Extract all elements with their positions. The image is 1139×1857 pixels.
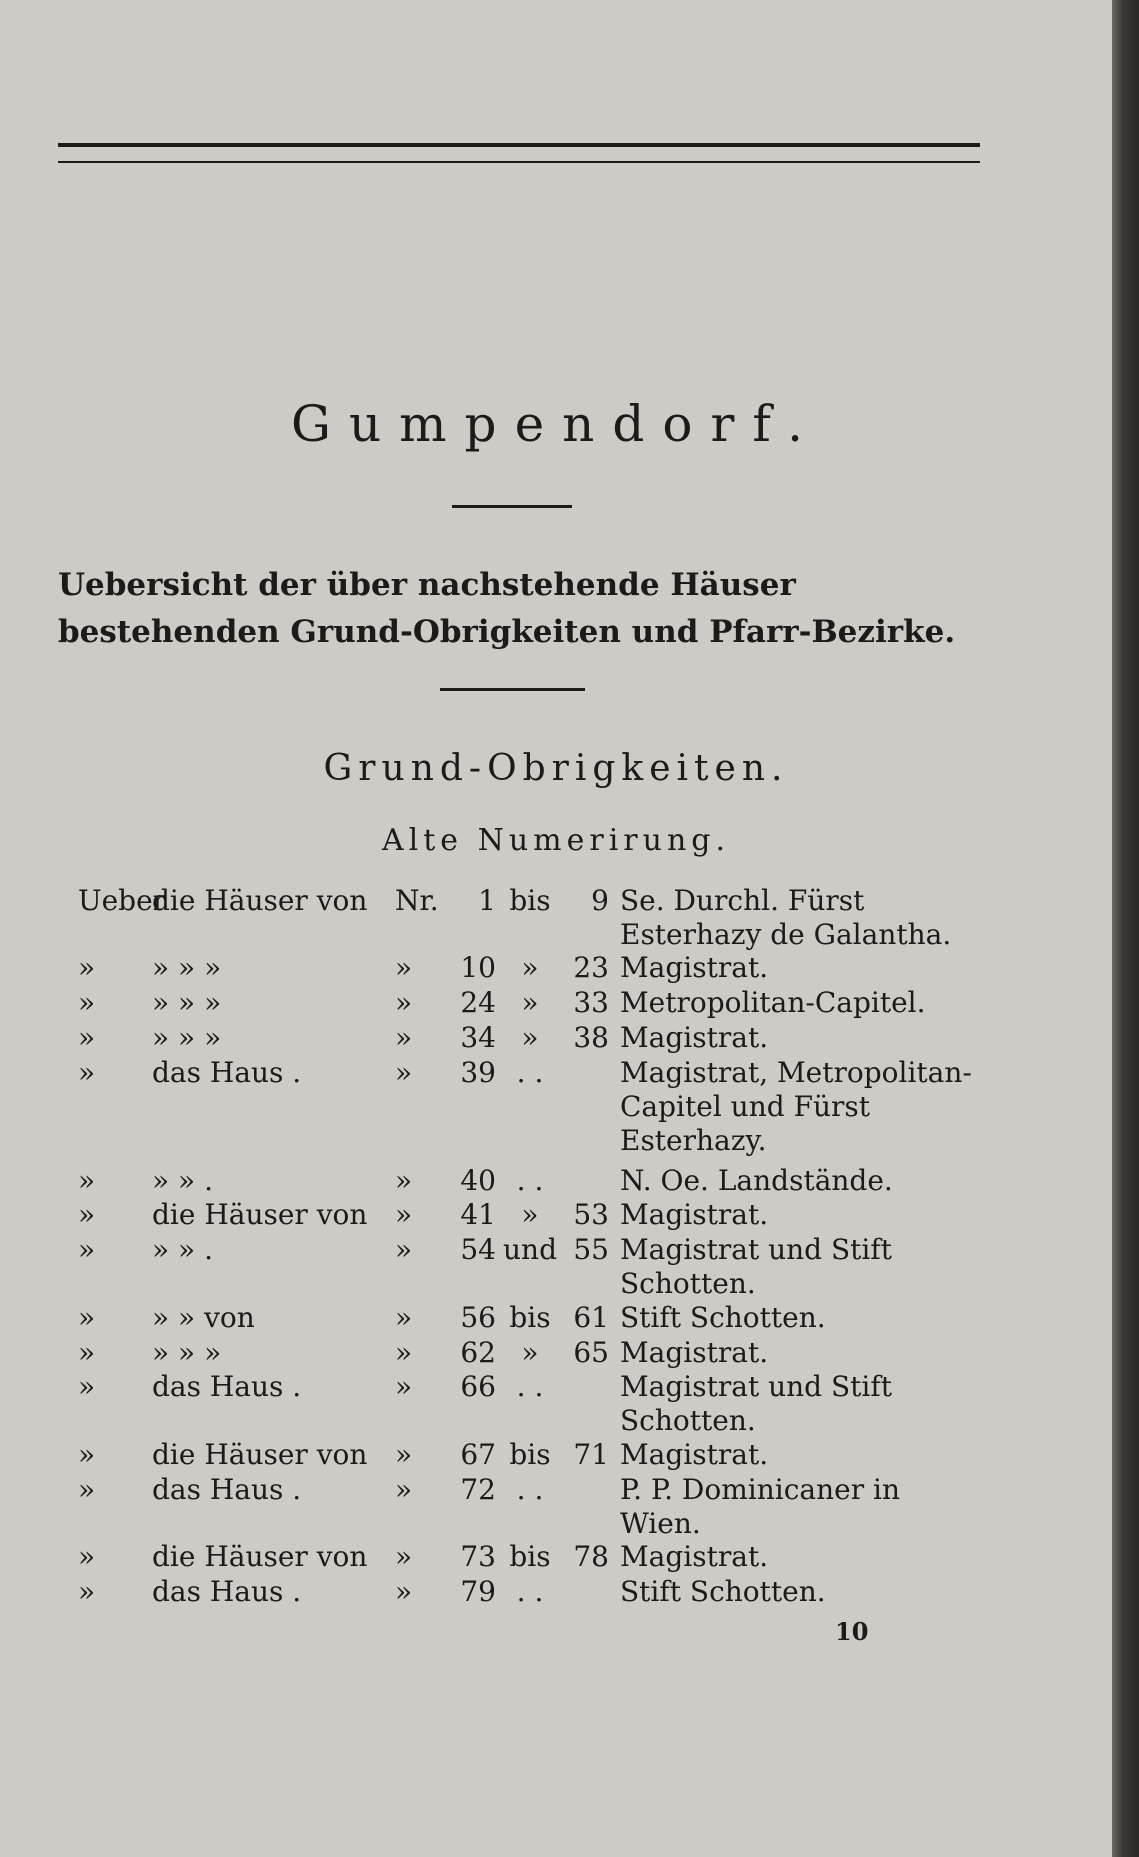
row-number-to: 53 [573,1198,609,1231]
row-number-label: » [395,951,413,984]
row-number-from: 72 [460,1473,496,1506]
row-description: » » » [152,1336,222,1369]
row-owner: Magistrat, Metropolitan-Capitel und Fürst Esterhazy. [620,1056,972,1157]
row-number-label: » [395,1056,413,1089]
row-number-from: 67 [460,1438,496,1471]
row-range-separator: » [521,1198,539,1231]
row-owner: Stift Schotten. [620,1575,826,1608]
row-number-label: » [395,1198,413,1231]
row-range-separator: bis [509,1438,551,1471]
row-description: das Haus . [152,1370,302,1403]
row-owner: Metropolitan-Capitel. [620,986,926,1019]
row-lead-mark: » [78,1336,96,1369]
row-number-label: » [395,1336,413,1369]
row-owner: Magistrat und Stift Schotten. [620,1370,892,1437]
row-lead-mark: » [78,1301,96,1334]
row-owner: Magistrat. [620,1198,769,1231]
row-number-label: » [395,1438,413,1471]
row-number-label: » [395,1164,413,1197]
row-lead-mark: » [78,1021,96,1054]
row-lead-mark: » [78,1370,96,1403]
row-owner: Magistrat. [620,951,769,984]
row-range-separator: . . [516,1370,544,1403]
row-number-from: 73 [460,1540,496,1573]
row-description: » » » [152,951,222,984]
row-description: das Haus . [152,1056,302,1089]
row-description: » » . [152,1233,213,1266]
row-number-to: 71 [573,1438,609,1471]
row-number-from: 24 [460,986,496,1019]
row-number-from: 79 [460,1575,496,1608]
row-range-separator: » [521,986,539,1019]
row-number-to: 33 [573,986,609,1019]
row-number-to: 23 [573,951,609,984]
row-range-separator: und [503,1233,557,1266]
row-number-label: » [395,1233,413,1266]
row-description: die Häuser von [152,884,368,917]
row-number-from: 54 [460,1233,496,1266]
row-number-to: 65 [573,1336,609,1369]
subtitle-divider [440,688,585,691]
page-number: 10 [835,1617,869,1646]
row-lead-mark: » [78,1056,96,1089]
row-description: » » » [152,1021,222,1054]
row-range-separator: . . [516,1575,544,1608]
row-lead-mark: » [78,1438,96,1471]
top-double-rule [58,143,980,163]
section-heading: Grund-Obrigkeiten. [323,748,789,789]
row-number-label: » [395,1301,413,1334]
row-description: die Häuser von [152,1198,368,1231]
row-number-from: 56 [460,1301,496,1334]
row-number-to: 38 [573,1021,609,1054]
page-title: Gumpendorf. [291,395,821,453]
row-number-to: 9 [591,884,609,917]
page-edge [1112,0,1139,1857]
row-number-label: » [395,1021,413,1054]
row-lead-mark: » [78,986,96,1019]
row-owner: Magistrat und Stift Schotten. [620,1233,892,1300]
row-range-separator: bis [509,1540,551,1573]
row-number-from: 62 [460,1336,496,1369]
row-description: » » von [152,1301,255,1334]
row-number-from: 34 [460,1021,496,1054]
row-range-separator: bis [509,1301,551,1334]
row-number-from: 39 [460,1056,496,1089]
row-range-separator: » [521,951,539,984]
row-number-from: 41 [460,1198,496,1231]
row-number-to: 78 [573,1540,609,1573]
row-range-separator: . . [516,1056,544,1089]
row-number-label: Nr. [395,884,439,917]
row-number-from: 1 [478,884,496,917]
row-description: das Haus . [152,1473,302,1506]
row-lead-mark: » [78,1164,96,1197]
row-number-to: 55 [573,1233,609,1266]
row-owner: Magistrat. [620,1336,769,1369]
row-range-separator: bis [509,884,551,917]
row-owner: Se. Durchl. Fürst Esterhazy de Galantha. [620,884,952,951]
row-lead-mark: » [78,1473,96,1506]
row-owner: Stift Schotten. [620,1301,826,1334]
row-range-separator: » [521,1336,539,1369]
row-owner: Magistrat. [620,1438,769,1471]
row-owner: N. Oe. Landstände. [620,1164,893,1197]
row-number-from: 10 [460,951,496,984]
row-range-separator: . . [516,1164,544,1197]
row-owner: P. P. Dominicaner in Wien. [620,1473,900,1540]
row-range-separator: . . [516,1473,544,1506]
row-number-label: » [395,1540,413,1573]
row-lead-mark: » [78,1575,96,1608]
row-description: die Häuser von [152,1540,368,1573]
row-lead-mark: » [78,1198,96,1231]
subsection-heading: Alte Numerirung. [381,823,731,858]
row-number-label: » [395,1370,413,1403]
row-description: das Haus . [152,1575,302,1608]
row-lead-mark: » [78,1233,96,1266]
row-lead-mark: » [78,951,96,984]
row-number-from: 66 [460,1370,496,1403]
row-owner: Magistrat. [620,1021,769,1054]
row-range-separator: » [521,1021,539,1054]
row-number-from: 40 [460,1164,496,1197]
row-number-label: » [395,1473,413,1506]
title-divider [452,505,572,508]
row-lead-mark: Ueber [78,884,167,917]
row-number-to: 61 [573,1301,609,1334]
row-description: » » » [152,986,222,1019]
row-description: » » . [152,1164,213,1197]
row-description: die Häuser von [152,1438,368,1471]
row-number-label: » [395,1575,413,1608]
overview-subtitle: Uebersicht der über nachstehende Häuser bestehenden Grund-Obrigkeiten und Pfarr-Bezirke. [58,567,956,650]
row-number-label: » [395,986,413,1019]
row-owner: Magistrat. [620,1540,769,1573]
row-lead-mark: » [78,1540,96,1573]
